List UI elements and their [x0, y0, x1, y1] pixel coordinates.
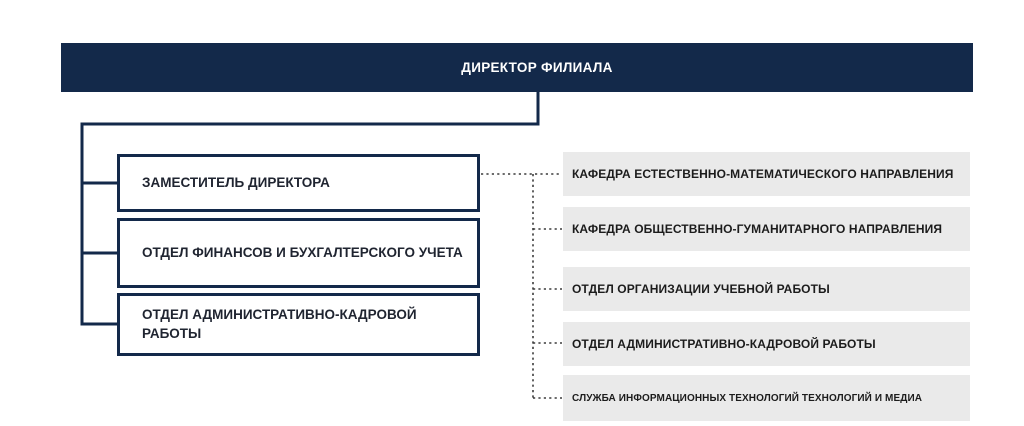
org-node-director: ДИРЕКТОР ФИЛИАЛА: [61, 43, 973, 92]
dotted-connector-lines: [481, 174, 562, 398]
org-node-finance-accounting: ОТДЕЛ ФИНАНСОВ И БУХГАЛТЕРСКОГО УЧЕТА: [117, 218, 480, 288]
org-node-academic-work-dept: ОТДЕЛ ОРГАНИЗАЦИИ УЧЕБНОЙ РАБОТЫ: [563, 267, 970, 311]
org-node-deputy-director: ЗАМЕСТИТЕЛЬ ДИРЕКТОРА: [117, 154, 480, 212]
org-node-admin-hr: ОТДЕЛ АДМИНИСТРАТИВНО-КАДРОВОЙ РАБОТЫ: [117, 293, 480, 356]
org-node-admin-hr-dept: ОТДЕЛ АДМИНИСТРАТИВНО-КАДРОВОЙ РАБОТЫ: [563, 322, 970, 366]
org-node-dept-natural-math: КАФЕДРА ЕСТЕСТВЕННО-МАТЕМАТИЧЕСКОГО НАПРАВЛЕНИЯ: [563, 152, 970, 196]
org-node-dept-social-humanities: КАФЕДРА ОБЩЕСТВЕННО-ГУМАНИТАРНОГО НАПРАВЛЕНИЯ: [563, 207, 970, 251]
org-node-it-media-service: СЛУЖБА ИНФОРМАЦИОННЫХ ТЕХНОЛОГИЙ ТЕХНОЛОГИЙ И МЕДИА: [563, 375, 970, 421]
